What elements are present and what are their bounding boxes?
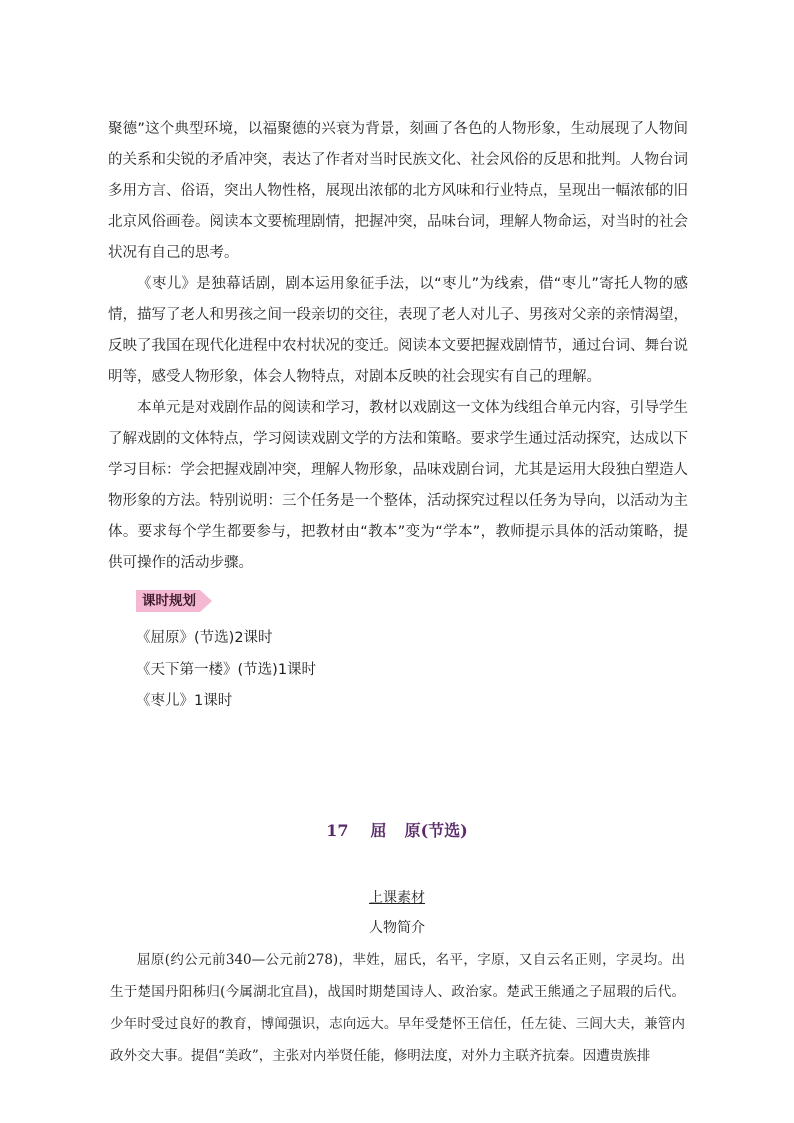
intro-paragraph-3 (108, 393, 688, 579)
subsection-heading: 人物简介 (369, 920, 425, 936)
biography-paragraph (110, 944, 685, 1072)
intro-text-1: 聚德”这个典型环境，以福聚德的兴衰为背景，刻画了各色的人物形象，生动展现了人物间的关系和尖锐的矛盾冲突，表达了作者对当时民族文化、社会风俗的反思和批判。人物台词多用方言、俗语，突出人物性格，展现出浓郁的北方风味和行业特点，呈现出一幅浓郁的旧北京风俗画卷。阅读本文要梳理剧情，把握冲突，品味台词，理解人物命运，对当时的社会状况有自己的思考。 (108, 121, 688, 261)
chapter-number: 17 (326, 821, 349, 840)
plan-item-1: 《屈原》(节选)2课时 (136, 630, 273, 646)
badge-label: 课时规划 (136, 590, 200, 612)
chapter-title-part-2: 原(节选) (404, 821, 468, 840)
intro-paragraph-2 (108, 269, 688, 393)
badge-arrow-icon (200, 590, 212, 612)
intro-paragraph-1 (108, 114, 688, 269)
intro-text-3: 本单元是对戏剧作品的阅读和学习，教材以戏剧这一文体为线组合单元内容，引导学生了解戏剧的文体特点，学习阅读戏剧文学的方法和策略。要求学生通过活动探究，达成以下学习目标：学会把握戏剧冲突，理解人物形象，品味戏剧台词，尤其是运用大段独白塑造人物形象的方法。特别说明：三个任务是一个整体，活动探究过程以任务为导向，以活动为主体。要求每个学生都要参与，把教材由“教本”变为“学本”，教师提示具体的活动策略，提供可操作的活动步骤。 (108, 400, 688, 571)
plan-item-3: 《枣儿》1课时 (136, 693, 233, 709)
section-heading: 上课素材 (369, 890, 425, 906)
chapter-title (0, 818, 794, 841)
plan-item-2: 《天下第一楼》(节选)1课时 (136, 662, 317, 678)
lesson-plan-badge (136, 590, 212, 612)
chapter-title-part-1: 屈 (370, 821, 387, 840)
biography-text: 屈原(约公元前340—公元前278)，芈姓，屈氏，名平，字原，又自云名正则，字灵均。出生于楚国丹阳秭归(今属湖北宜昌)，战国时期楚国诗人、政治家。楚武王熊通之子屈瑕的后代。少年时受过良好的教育，博闻强识，志向远大。早年受楚怀王信任，任左徒、三闾大夫，兼管内政外交大事。提倡“美政”，主张对内举贤任能，修明法度，对外力主联齐抗秦。因遭贵族排 (110, 952, 685, 1064)
intro-text-2: 《枣儿》是独幕话剧，剧本运用象征手法，以“枣儿”为线索，借“枣儿”寄托人物的感情，描写了老人和男孩之间一段亲切的交往，表现了老人对儿子、男孩对父亲的亲情渴望，反映了我国在现代化进程中农村状况的变迁。阅读本文要把握戏剧情节，通过台词、舞台说明等，感受人物形象，体会人物特点，对剧本反映的社会现实有自己的理解。 (108, 276, 688, 385)
